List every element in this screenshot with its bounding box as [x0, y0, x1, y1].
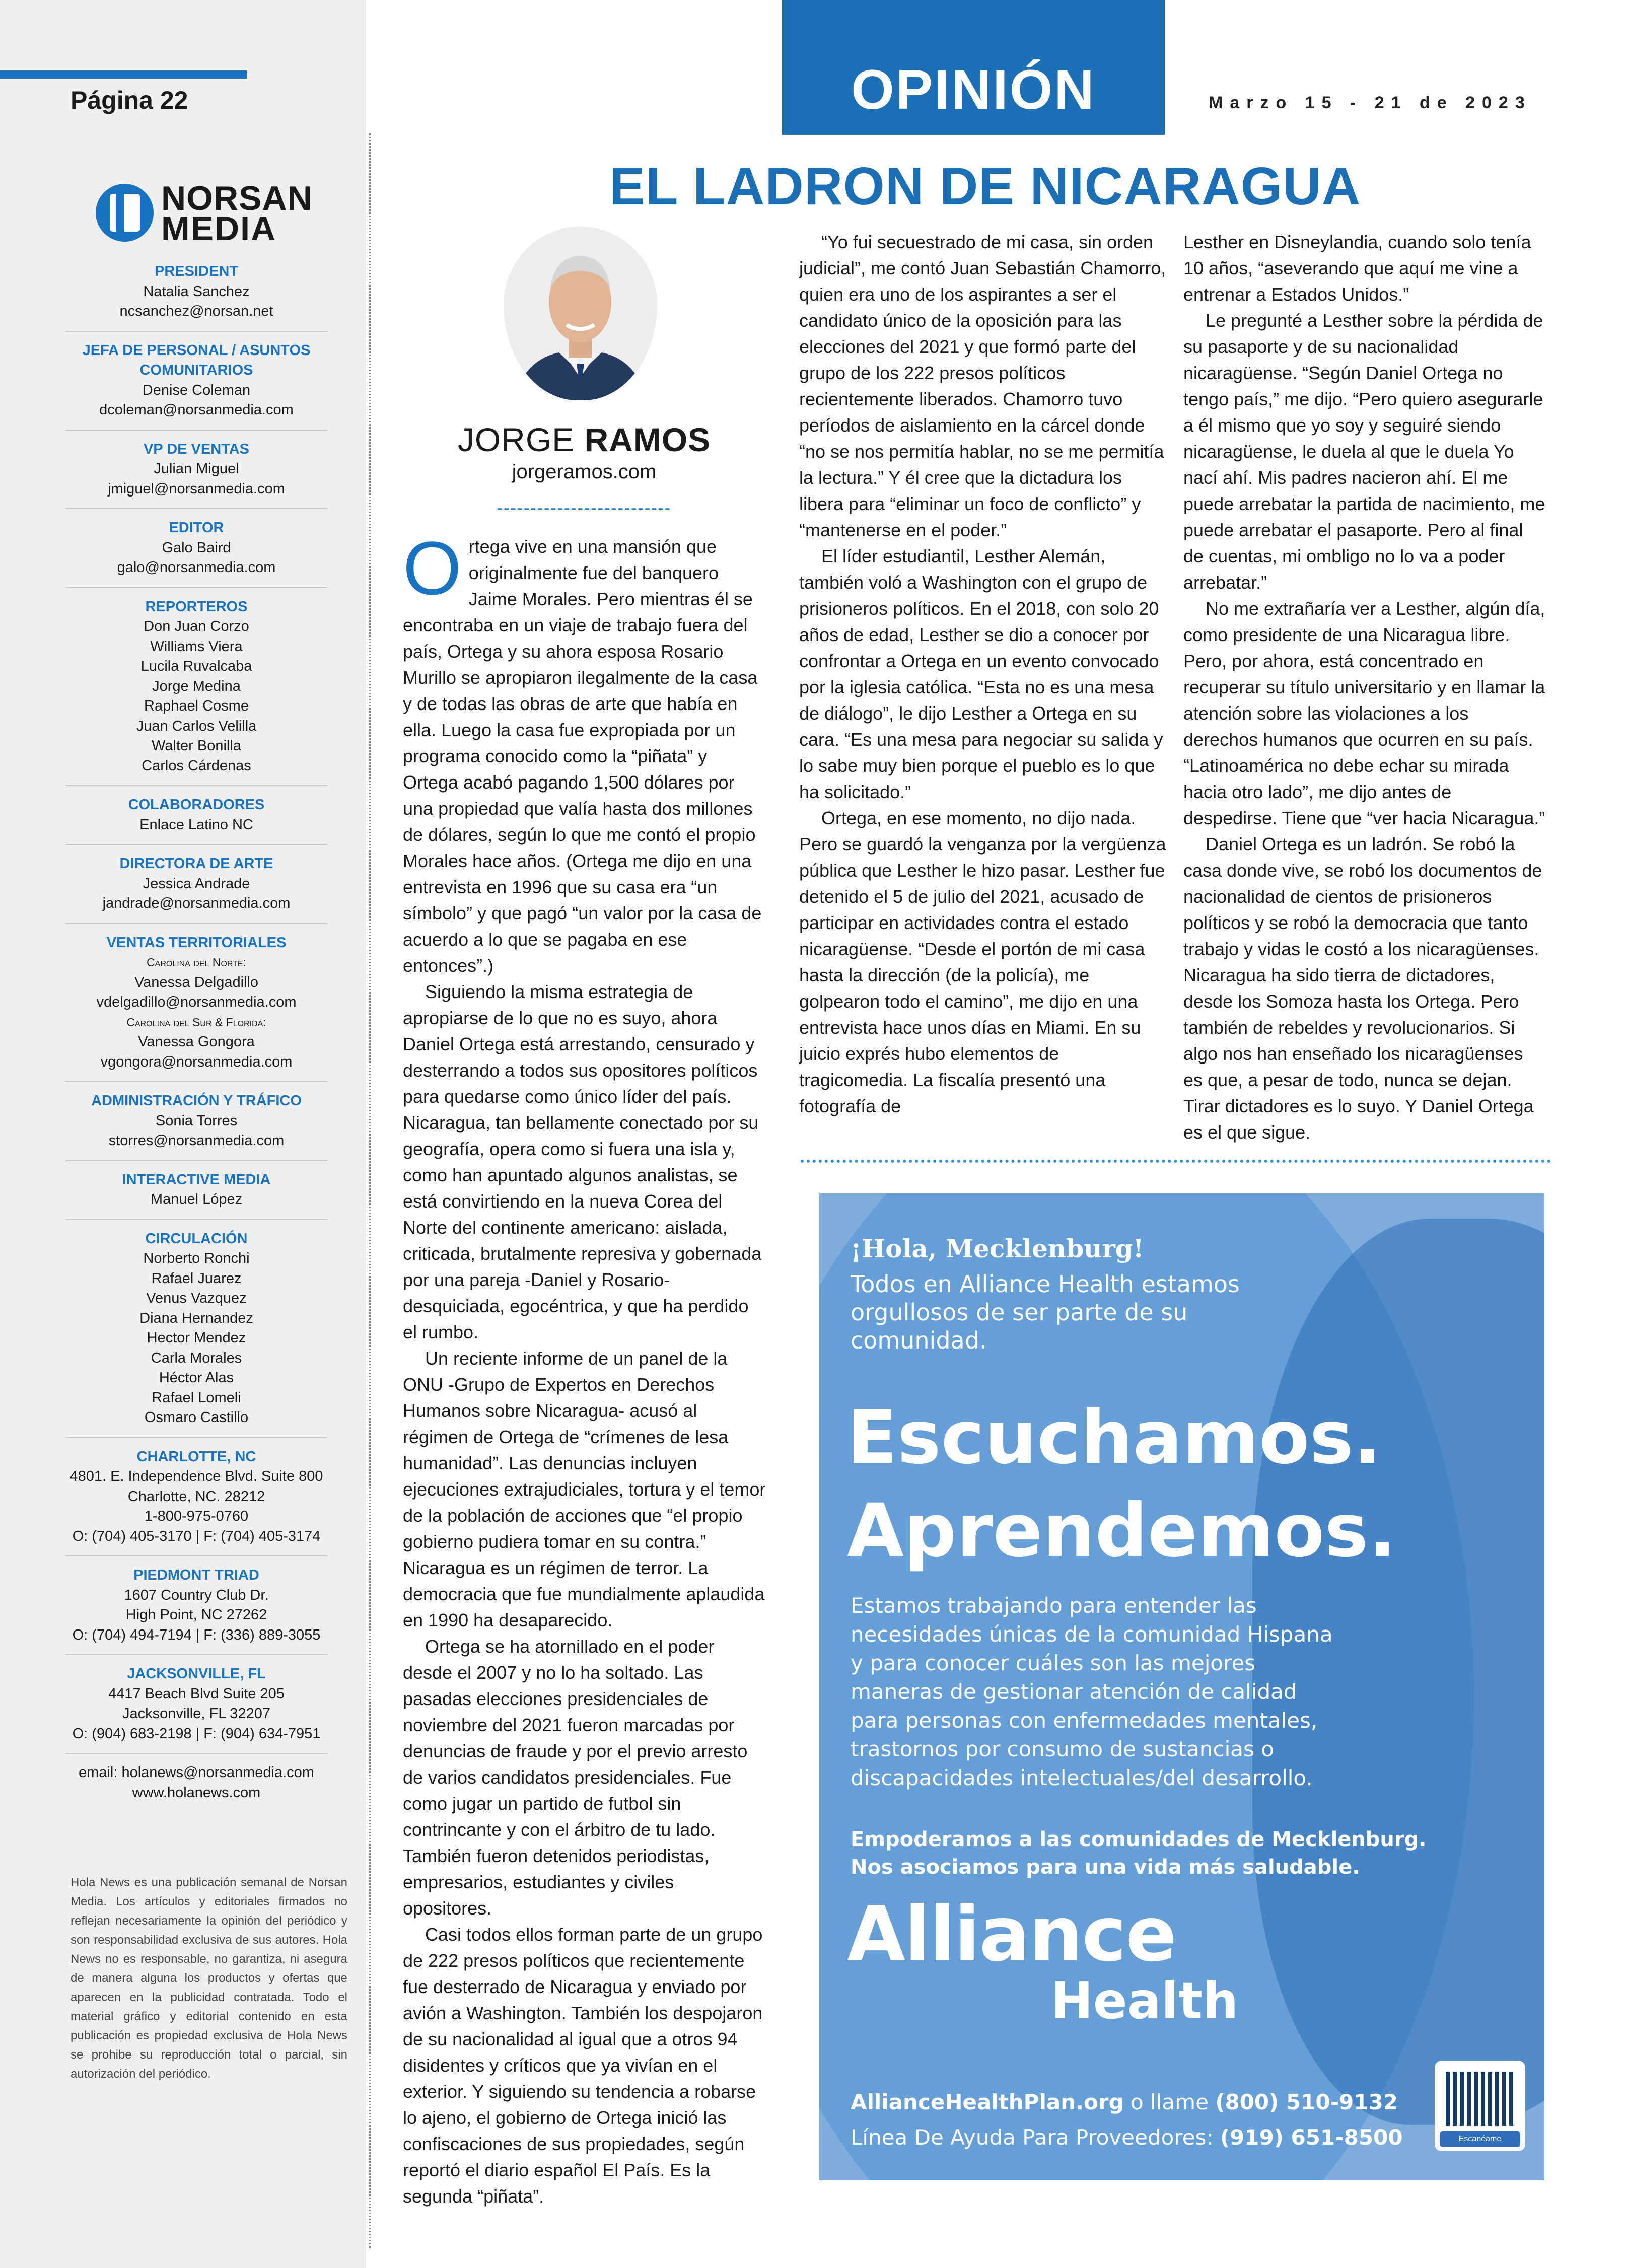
publication-disclaimer: Hola News es una publicación semanal de Norsan Media. Los artículos y editoriales firmados no reflejan necesariamente la opinión del periódico y son responsabilidad exclusiva de sus autores. Hola News no es responsable, no garantiza, ni asegura de manera alguna los productos y ofertas que aparecen en la publicidad contratada. Todo el material gráfico y editorial contenido en esta publicación es propiedad exclusiva de Hola News se prohibe su reproducción total o parcial, sin autorización del periódico.: [70, 1876, 347, 2081]
article-paragraph: Le pregunté a Lesther sobre la pérdida de su pasaporte y de su nacionalidad nicaragüense. “Según Daniel Ortega no tengo país,” me dijo. “Pero quiero asegurarle a él mismo que yo soy y seguiré siendo nicaragüense, le duela al que le duela Yo nací ahí. Mis padres nacieron ahí. El me puede arrebatar la partida de nacimiento, me puede arrebatar el pasaporte. Pero al final de cuentas, mi ombligo no lo va a poder arrebatar.”: [1183, 310, 1545, 593]
alliance-health-ad: [819, 1193, 1544, 2180]
logo-text-line1: NORSAN: [161, 179, 313, 218]
ad-phone[interactable]: (800) 510-9132: [1215, 2090, 1398, 2114]
masthead-subtitle: Carolina del Sur & Florida:: [126, 1015, 266, 1029]
masthead-line: Don Juan Corzo: [144, 618, 249, 634]
ad-contact-or: o llame: [1123, 2090, 1216, 2114]
masthead-section: [65, 795, 327, 845]
logo-mark-icon: [96, 184, 154, 242]
masthead-line: Jessica Andrade: [143, 875, 250, 892]
masthead-line: 4417 Beach Blvd Suite 205: [108, 1685, 285, 1702]
section-tab: [782, 0, 1165, 135]
masthead-line: Carlos Cárdenas: [142, 757, 251, 774]
article-paragraph: El líder estudiantil, Lesther Alemán, también voló a Washington con el grupo de prisioneros políticos. En el 2018, con solo 20 años de edad, Lesther se dio a conocer por confrontar a Ortega en un evento convocado por la iglesia católica. “Esta no es una mesa de diálogo”, le dijo Lesther a Ortega en su cara. “Es una mesa para negociar su salida y lo sabe muy bien porque el pueblo es lo que ha solicitado.”: [799, 546, 1163, 802]
masthead-line: Walter Bonilla: [152, 738, 241, 754]
masthead-section-title: INTERACTIVE MEDIA: [122, 1171, 271, 1188]
masthead-section-title: JEFA DE PERSONAL / ASUNTOS COMUNITARIOS: [82, 342, 311, 378]
masthead-section-title: JACKSONVILLE, FL: [127, 1666, 266, 1682]
ad-contact-line: [851, 2090, 1398, 2114]
masthead-section: [65, 597, 327, 787]
masthead-line: Rafael Juarez: [151, 1270, 242, 1287]
masthead-staff-list: [65, 262, 327, 1821]
masthead-line: Venus Vazquez: [146, 1290, 247, 1306]
masthead-line: dcoleman@norsanmedia.com: [99, 402, 294, 418]
qr-scan-label: Escanéame: [1440, 2131, 1520, 2147]
article-paragraph: Daniel Ortega es un ladrón. Se robó la casa donde vive, se robó los documentos de nacionalidad de cientos de prisioneros políticos y se robó la democracia que tanto trabajo y vidas le costó a los nicaragüenses. Nicaragua ha sido tierra de dictadores, desde los Somoza hasta los Ortega. Pero también de rebeldes y revolucionarios. Si algo nos han enseñado los nicaragüenses es que, a pesar de todo, nunca se dejan. Tirar dictadores es lo suyo. Y Daniel Ortega es el que sigue.: [1183, 834, 1542, 1143]
sidebar-accent-bar: [0, 70, 247, 79]
masthead-section: [65, 262, 327, 332]
masthead-section-title: CHARLOTTE, NC: [136, 1448, 256, 1465]
alliance-brand: Alliance: [847, 1891, 1176, 1978]
ad-headline-2: Aprendemos.: [847, 1488, 1396, 1574]
masthead-section: [65, 518, 327, 588]
masthead-line: Enlace Latino NC: [139, 816, 253, 833]
author-first-name: JORGE: [457, 421, 575, 458]
masthead-line: ncsanchez@norsan.net: [119, 303, 273, 319]
masthead-section: [65, 1763, 327, 1812]
column-divider: [369, 133, 371, 2248]
article-column-1: [403, 526, 766, 2210]
masthead-section: [65, 854, 327, 924]
norsan-media-logo: [96, 179, 332, 249]
masthead-line: 1-800-975-0760: [144, 1508, 249, 1524]
masthead-line: galo@norsanmedia.com: [117, 559, 276, 576]
masthead-section-title: VENTAS TERRITORIALES: [106, 934, 287, 951]
masthead-line: jmiguel@norsanmedia.com: [108, 480, 285, 497]
article-paragraph: “Yo fui secuestrado de mi casa, sin orden judicial”, me contó Juan Sebastián Chamorro, quien era uno de los aspirantes a ser el candidato único de la oposición para las elecciones del 2021 y que formó parte del grupo de los 222 presos políticos recientemente liberados. Chamorro tuvo períodos de aislamiento en la cárcel donde “no se nos permitía hablar, no se me permitía la lectura.” Y él cree que la dictadura los libera para “eliminar un foco de conflicto” y “mantenerse en el poder.”: [799, 232, 1166, 540]
masthead-line: Sonia Torres: [155, 1112, 238, 1129]
masthead-line: Julian Miguel: [154, 461, 239, 477]
masthead-line: Vanessa Gongora: [138, 1034, 255, 1050]
masthead-line: Norberto Ronchi: [143, 1250, 250, 1266]
masthead-line: Raphael Cosme: [144, 698, 249, 714]
masthead-line: 1607 Country Club Dr.: [124, 1587, 269, 1603]
ad-tagline-2: Nos asociamos para una vida más saludable.: [851, 1856, 1360, 1879]
masthead-line: Juan Carlos Velilla: [136, 718, 257, 734]
masthead-line: Williams Viera: [150, 638, 243, 655]
article-paragraph: Siguiendo la misma estrategia de apropiarse de lo que no es suyo, ahora Daniel Ortega está arrestando, censurado y desterrando a todos sus opositores políticos para quedarse como único líder del país. Nicaragua, tan bellamente conectado por su geografía, opera como si fuera una isla y, como han apuntado algunos analistas, se está convirtiendo en la nueva Corea del Norte del continente americano: aislada, criticada, brutalmente represiva y gobernada por una pareja -Daniel y Rosario- desquiciada, egocéntrica, y que ha perdido el rumbo.: [403, 981, 762, 1342]
masthead-section: [65, 933, 327, 1083]
masthead-line: Diana Hernandez: [139, 1310, 253, 1326]
article-paragraph: Ortega vive en una mansión que originalmente fue del banquero Jaime Morales. Pero mientras él se encontraba en un viaje de trabajo fuera del país, Ortega y su ahora esposa Rosario Murillo se apropiaron ilegalmente de la casa y de todas las obras de arte que había en ella. Luego la casa fue expropiada por un programa conocido como la “piñata” y Ortega acabó pagando 1,500 dólares por una propiedad que valía hasta dos millones de dólares, según lo que me contó el propio Morales hace años. (Ortega me dijo en una entrevista en 1996 que su casa era “un símbolo” y que pagó “un valor por la casa de acuerdo a lo que se pagaba en ese entonces”.): [403, 526, 762, 976]
masthead-line: Denise Coleman: [142, 382, 251, 398]
masthead-line: Rafael Lomeli: [152, 1389, 241, 1406]
author-divider: --------------------------: [497, 499, 672, 518]
article-paragraph: Ortega, en ese momento, no dijo nada. Pero se guardó la venganza por la vergüenza pública que Lesther le hizo pasar. Lesther fue detenido el 5 de julio del 2021, acusado de participar en actividades contra el estado nicaragüense. “Desde el portón de mi casa hasta la dirección (de la policía), me golpearon todo el camino”, me dijo en una entrevista hace unos días en Miami. En su juicio exprés hubo elementos de tragicomedia. La fiscalía presentó una fotografía de: [799, 808, 1166, 1116]
masthead-line: O: (904) 683-2198 | F: (904) 634-7951: [72, 1725, 321, 1742]
ad-helpline: [851, 2125, 1403, 2150]
author-name: [443, 420, 725, 459]
health-brand: Health: [1051, 1971, 1239, 2030]
masthead-section-title: PIEDMONT TRIAD: [133, 1567, 259, 1583]
masthead-line: Héctor Alas: [159, 1370, 234, 1386]
masthead-line: vdelgadillo@norsanmedia.com: [96, 994, 297, 1010]
masthead-section-title: COLABORADORES: [128, 797, 265, 813]
ad-helpline-label: Línea De Ayuda Para Proveedores:: [851, 2125, 1220, 2150]
masthead-line: Natalia Sanchez: [143, 283, 250, 300]
drop-cap: O: [403, 526, 462, 610]
masthead-section: [65, 440, 327, 510]
masthead-line: Lucila Ruvalcaba: [140, 658, 252, 674]
masthead-line: www.holanews.com: [132, 1784, 261, 1801]
masthead-line: Galo Baird: [162, 539, 231, 556]
masthead-line: Hector Mendez: [147, 1330, 246, 1346]
masthead-line: High Point, NC 27262: [125, 1607, 267, 1623]
masthead-section: [65, 341, 327, 431]
masthead-section: [65, 1229, 327, 1438]
masthead-section: [65, 1091, 327, 1161]
masthead-line: email: holanews@norsanmedia.com: [79, 1764, 314, 1781]
page-number: Página 22: [70, 86, 188, 114]
ad-website-link[interactable]: AllianceHealthPlan.org: [851, 2090, 1124, 2114]
masthead-line: O: (704) 405-3170 | F: (704) 405-3174: [72, 1528, 321, 1544]
logo-text-line2: MEDIA: [161, 209, 277, 248]
ad-greeting: ¡Hola, Mecklenburg!: [851, 1234, 1144, 1263]
masthead-section-title: EDITOR: [169, 520, 224, 536]
masthead-section: [65, 1566, 327, 1655]
ad-body: Estamos trabajando para entender las necesidades únicas de la comunidad Hispana y para conocer cuáles son las mejores maneras de gestionar atención de calidad para personas con enfermedades mentales, trastornos por consumo de sustancias o discapacidades intelectuales/del desarrollo.: [851, 1593, 1333, 1790]
author-website: jorgeramos.com: [512, 461, 657, 483]
article-paragraph: Casi todos ellos forman parte de un grupo de 222 presos políticos que recientemente fue desterrado de Nicaragua y enviado por avión a Washington. También los despojaron de su nacionalidad al igual que a otros 94 disidentes y críticos que ya vivían en el exterior. Y siguiendo su tendencia a robarse lo ajeno, el gobierno de Ortega inició las confiscaciones de sus propiedades, según reportó el diario español El País. Es la segunda “piñata”.: [403, 1924, 763, 2207]
author-last-name: RAMOS: [584, 421, 711, 458]
issue-date: Marzo 15 - 21 de 2023: [1209, 93, 1532, 112]
masthead-line: Manuel López: [150, 1191, 243, 1208]
masthead-section-title: REPORTEROS: [145, 598, 248, 615]
article-paragraph: Ortega se ha atornillado en el poder desde el 2007 y no lo ha soltado. Las pasadas elecciones presidenciales de noviembre del 2021 fueron marcadas por denuncias de fraude y por el previo arresto de varios candidatos presidenciales. Fue como jugar un partido de futbol sin contrincante y con el árbitro de tu lado. También fueron detenidos periodistas, empresarios, estudiantes y civiles opositores.: [403, 1636, 748, 1919]
ad-intro: Todos en Alliance Health estamos orgullosos de ser parte de su comunidad.: [851, 1270, 1240, 1354]
author-portrait-icon: [504, 227, 657, 400]
masthead-section-title: VP DE VENTAS: [143, 441, 250, 457]
masthead-sidebar: [0, 0, 366, 2268]
article-ad-divider: [801, 1160, 1551, 1163]
masthead-line: Osmaro Castillo: [144, 1409, 249, 1426]
masthead-line: 4801. E. Independence Blvd. Suite 800: [69, 1468, 323, 1484]
article-paragraph: Un reciente informe de un panel de la ONU -Grupo de Expertos en Derechos Humanos sobre Nicaragua- acusó al régimen de Ortega de “crímenes de lesa humanidad”. Las denuncias incluyen ejecuciones extrajudiciales, tortura y el temor de la población de acciones que “el propio gobierno pudiera tomar en su contra.” Nicaragua es un régimen de terror. La democracia que fue mundialmente aplaudida en 1990 ha desaparecido.: [403, 1348, 766, 1631]
ad-tagline-1: Empoderamos a las comunidades de Mecklenburg.: [851, 1828, 1427, 1851]
section-title: OPINIÓN: [851, 59, 1096, 121]
masthead-line: O: (704) 494-7194 | F: (336) 889-3055: [72, 1626, 321, 1643]
masthead-line: Jacksonville, FL 32207: [122, 1706, 270, 1722]
article-headline: EL LADRON DE NICARAGUA: [609, 157, 1361, 216]
masthead-section-title: PRESIDENT: [155, 263, 238, 279]
article-paragraph: No me extrañaría ver a Lesther, algún día, como presidente de una Nicaragua libre. Pero, por ahora, está concentrado en recuperar su título universitario y en llamar la atención sobre las violaciones a los derechos humanos que ocurren en su país. “Latinoamérica no debe echar su mirada hacia otro lado”, me dijo antes de despedirse. Tiene que “ver hacia Nicaragua.”: [1183, 598, 1545, 828]
masthead-line: Vanessa Delgadillo: [134, 974, 259, 990]
author-photo: [504, 227, 657, 400]
ad-headline-1: Escuchamos.: [847, 1395, 1381, 1480]
masthead-line: storres@norsanmedia.com: [108, 1132, 285, 1149]
masthead-section: [65, 1664, 327, 1754]
masthead-line: jandrade@norsanmedia.com: [102, 895, 291, 911]
article-column-3: [1183, 229, 1547, 1146]
masthead-line: Jorge Medina: [152, 678, 241, 694]
article-column-2: [799, 229, 1168, 1119]
masthead-line: Charlotte, NC. 28212: [127, 1488, 265, 1505]
masthead-section-title: CIRCULACIÓN: [145, 1230, 248, 1247]
ad-helpline-phone[interactable]: (919) 651-8500: [1220, 2125, 1403, 2150]
masthead-section: [65, 1447, 327, 1557]
masthead-section-title: ADMINISTRACIÓN Y TRÁFICO: [91, 1093, 302, 1109]
masthead-section: [65, 1170, 327, 1220]
qr-code-icon[interactable]: [1435, 2061, 1525, 2151]
article-paragraph: Lesther en Disneylandia, cuando solo tenía 10 años, “aseverando que aquí me vine a entrenar a Estados Unidos.”: [1183, 232, 1531, 305]
masthead-line: vgongora@norsanmedia.com: [100, 1053, 293, 1070]
masthead-section-title: DIRECTORA DE ARTE: [119, 856, 273, 872]
masthead-subtitle: Carolina del Norte:: [147, 956, 246, 969]
masthead-line: Carla Morales: [151, 1350, 242, 1366]
